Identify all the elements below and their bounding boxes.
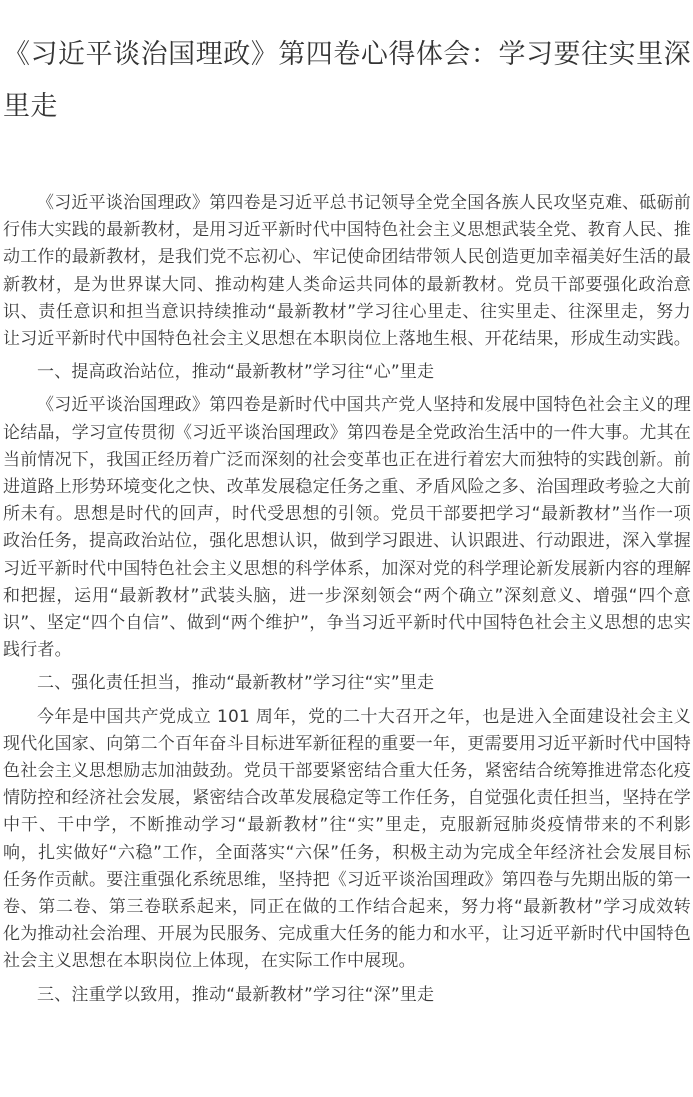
- intro-paragraph: 《习近平谈治国理政》第四卷是习近平总书记领导全党全国各族人民攻坚克难、砥砺前行伟大实践的最新教材，是用习近平新时代中国特色社会主义思想武装全党、教育人民、推动工作的最新教材，是我们党不忘初心、牢记使命团结带领人民创造更加幸福美好生活的最新教材，是为世界谋大同、推动构建人类命运共同体的最新教材。党员干部要强化政治意识、责任意识和担当意识持续推动“最新教材”学习往心里走、往实里走、往深里走，努力让习近平新时代中国特色社会主义思想在本职岗位上落地生根、开花结果，形成生动实践。: [3, 193, 691, 350]
- section-heading-1: 一、提高政治站位，推动“最新教材”学习往“心”里走: [37, 362, 435, 383]
- article-title: 《习近平谈治国理政》第四卷心得体会：学习要往实里深里走: [3, 39, 691, 122]
- section-1-paragraph: 《习近平谈治国理政》第四卷是新时代中国共产党人坚持和发展中国特色社会主义的理论结晶，学习宣传贯彻《习近平谈治国理政》第四卷是全党政治生活中的一件大事。尤其在当前情况下，我国正经历着广泛而深刻的社会变革也正在进行着宏大而独特的实践创新。前进道路上形势环境变化之快、改革发展稳定任务之重、矛盾风险之多、治国理政考验之大前所未有。思想是时代的回声，时代受思想的引领。党员干部要把学习“最新教材”当作一项政治任务，提高政治站位，强化思想认识，做到学习跟进、认识跟进、行动跟进，深入掌握习近平新时代中国特色社会主义思想的科学体系，加深对党的科学理论新发展新内容的理解和把握，运用“最新教材”武装头脑，进一步深刻领会“两个确立”深刻意义、增强“四个意识”、坚定“四个自信”、做到“两个维护”，争当习近平新时代中国特色社会主义思想的忠实践行者。: [3, 395, 691, 661]
- article-body: [3, 190, 691, 1009]
- section-heading-3: 三、注重学以致用，推动“最新教材”学习往“深”里走: [37, 984, 435, 1005]
- section-heading-2: 二、强化责任担当，推动“最新教材”学习往“实”里走: [37, 673, 435, 694]
- section-2-paragraph: 今年是中国共产党成立 101 周年，党的二十大召开之年，也是进入全面建设社会主义现代化国家、向第二个百年奋斗目标进军新征程的重要一年，更需要用习近平新时代中国特色社会主义思想励志加油鼓劲。党员干部要紧密结合重大任务，紧密结合统筹推进常态化疫情防控和经济社会发展，紧密结合改革发展稳定等工作任务，自觉强化责任担当，坚持在学中干、干中学，不断推动学习“最新教材”往“实”里走，克服新冠肺炎疫情带来的不利影响，扎实做好“六稳”工作，全面落实“六保”任务，积极主动为完成全年经济社会发展目标任务作贡献。要注重强化系统思维，坚持把《习近平谈治国理政》第四卷与先期出版的第一卷、第二卷、第三卷联系起来，同正在做的工作结合起来，努力将“最新教材”学习成效转化为推动社会治理、开展为民服务、完成重大任务的能力和水平，让习近平新时代中国特色社会主义思想在本职岗位上体现，在实际工作中展现。: [3, 706, 691, 972]
